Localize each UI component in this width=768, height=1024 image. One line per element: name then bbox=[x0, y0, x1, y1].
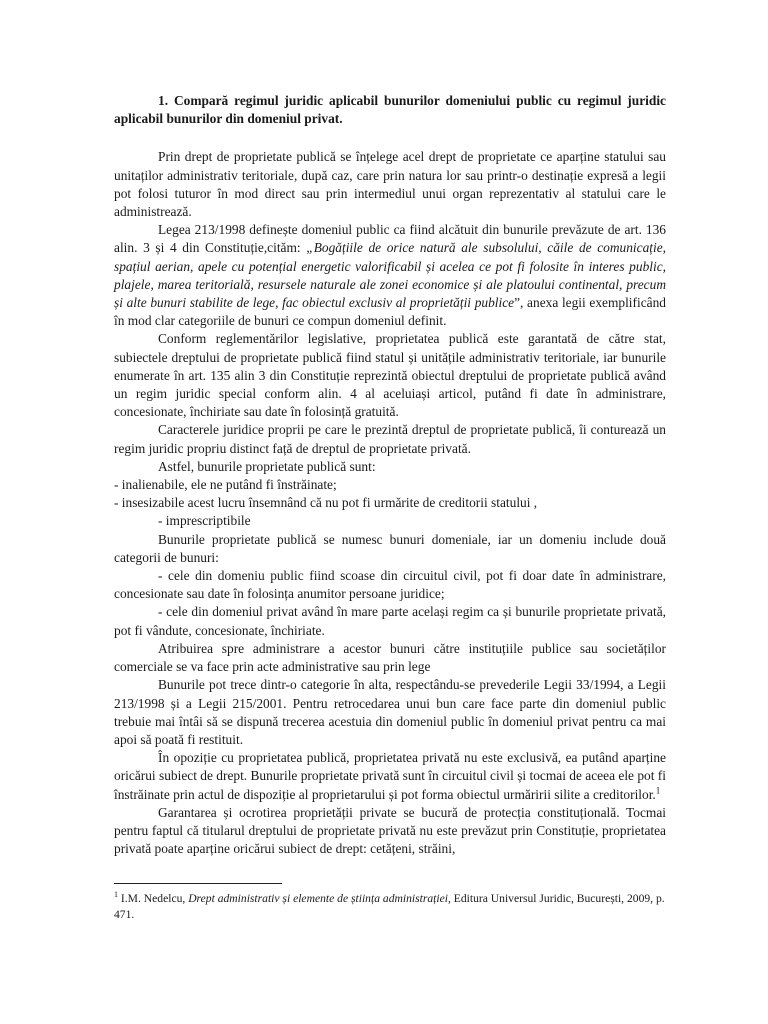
list-item-insesizable: - insesizabile acest lucru însemnând că nu pot fi urmărite de creditorii statului , bbox=[114, 495, 538, 511]
document-body bbox=[114, 92, 666, 858]
paragraph-private-domain: - cele din domeniul privat având în mare parte același regim ca și bunurile proprietate privată, pot fi vândute, concesionate, închiriate. bbox=[114, 604, 666, 638]
paragraph-transfer: Bunurile pot trece dintr-o categorie în alta, respectându-se prevederile Legii 33/1994, a Legii 213/1998 și a Legii 215/2001. Pentru retrocedarea unui bun care face parte din domeniul public trebuie mai întâi să se dispună trecerea acestuia din domeniul public în domeniul privat pentru ca mai apoi să poată fi restituit. bbox=[114, 677, 666, 747]
question-text: Compară regimul juridic aplicabil bunurilor domeniului public cu regimul juridic aplicabil bunurilor din domeniul privat. bbox=[114, 93, 666, 127]
footnote-mark: 1 bbox=[114, 890, 118, 900]
paragraph-domain-categories: Bunurile proprietate publică se numesc bunuri domeniale, iar un domeniu include două categorii de bunuri: bbox=[114, 531, 666, 565]
paragraph-law-213 bbox=[114, 221, 666, 330]
list-item-imprescriptible: - imprescriptibile bbox=[158, 513, 251, 529]
footnote-divider bbox=[114, 883, 282, 884]
constitution-quote: „Bogățiile de orice natură ale subsolului, căile de comunicație, spațiul aerian, apele cu potențial energetic valorificabil și acelea ce pot fi folosite în interes public, plajele, marea teritorială, resursele naturale ale zonei economice și ale platoului continental, precum și alte bunuri stabilite de lege, fac obiectul exclusiv al proprietății publice bbox=[114, 240, 667, 311]
footnote-title: Drept administrativ și elemente de știința administrației bbox=[188, 892, 448, 905]
question-number: 1. bbox=[158, 93, 169, 108]
paragraph-law-213-intro: Legea 213/1998 definește domeniul public ca fiind alcătuit din bunurile prevăzute de art. 136 alin. 3 și 4 din Constituție,cităm: bbox=[114, 222, 666, 256]
paragraph-public-domain: - cele din domeniu public fiind scoase din circuitul civil, pot fi doar date în administrare, concesionate sau date în folosința anumitor persoane juridice; bbox=[114, 568, 666, 602]
paragraph-definition: Prin drept de proprietate publică se înțelege acel drept de proprietate ce aparține statului sau unitaților administrativ teritoriale, după caz, care prin natura lor sau printr-o destinație expresă a legii pot folosi tuturor în mod direct sau prin intermediul unui organ reprezentativ al statului care le administrează. bbox=[114, 149, 666, 220]
paragraph-private-property-text: În opoziție cu proprietatea publică, proprietatea privată nu este exclusivă, ea putând aparține oricărui subiect de drept. Bunurile proprietate privată sunt în circuitul civil și tocmai de aceea ele pot fi înstrăinate prin actul de dispoziție al proprietarului și pot forma obiectul urmăririi silite a creditorilor. bbox=[114, 750, 666, 802]
footnote-author: I.M. Nedelcu, bbox=[118, 892, 189, 905]
paragraph-guarantee: Conform reglementărilor legislative, proprietatea publică este garantată de către stat, subiectele dreptului de proprietate publică fiind statul și unitățile administrativ teritoriale, iar bunurile enumerate în art. 135 alin 3 din Constituție reprezintă obiectul dreptului de proprietate publică având un regim juridic special conform alin. 4 al aceluiași articol, putând fi date în administrare, concesionate, închiriate sau date în folosință gratuită. bbox=[114, 331, 666, 420]
paragraph-administration: Atribuirea spre administrare a acestor bunuri către instituțiile publice sau societăților comerciale se va face prin acte administrative sau prin lege bbox=[114, 640, 666, 675]
paragraph-protection: Garantarea și ocrotirea proprietății private se bucură de protecția constituțională. Tocmai pentru faptul că titularul dreptului de proprietate privată nu este prevăzut prin Constituție, proprietatea privată poate aparține oricărui subiect de drept: cetățeni, străini, bbox=[114, 804, 666, 857]
paragraph-law-213-end: ”, anexa legii exemplificând în mod clar categoriile de bunuri ce compun domeniul definit. bbox=[114, 295, 666, 329]
footnote-reference[interactable]: 1 bbox=[655, 785, 661, 796]
list-item-inalienable: - inalienabile, ele ne putând fi înstrăinate; bbox=[114, 477, 337, 493]
paragraph-private-property bbox=[114, 749, 666, 804]
footnote-publisher: , Editura Universul Juridic, București, 2009, p. 471. bbox=[114, 892, 665, 921]
paragraph-characteristics: Caracterele juridice proprii pe care le prezintă dreptul de proprietate publică, îi conturează un regim juridic propriu distinct față de dreptul de proprietate privată. bbox=[114, 422, 666, 456]
paragraph-list-intro: Astfel, bunurile proprietate publică sunt: bbox=[158, 458, 376, 474]
question-heading bbox=[114, 92, 666, 128]
footnote bbox=[114, 891, 666, 923]
